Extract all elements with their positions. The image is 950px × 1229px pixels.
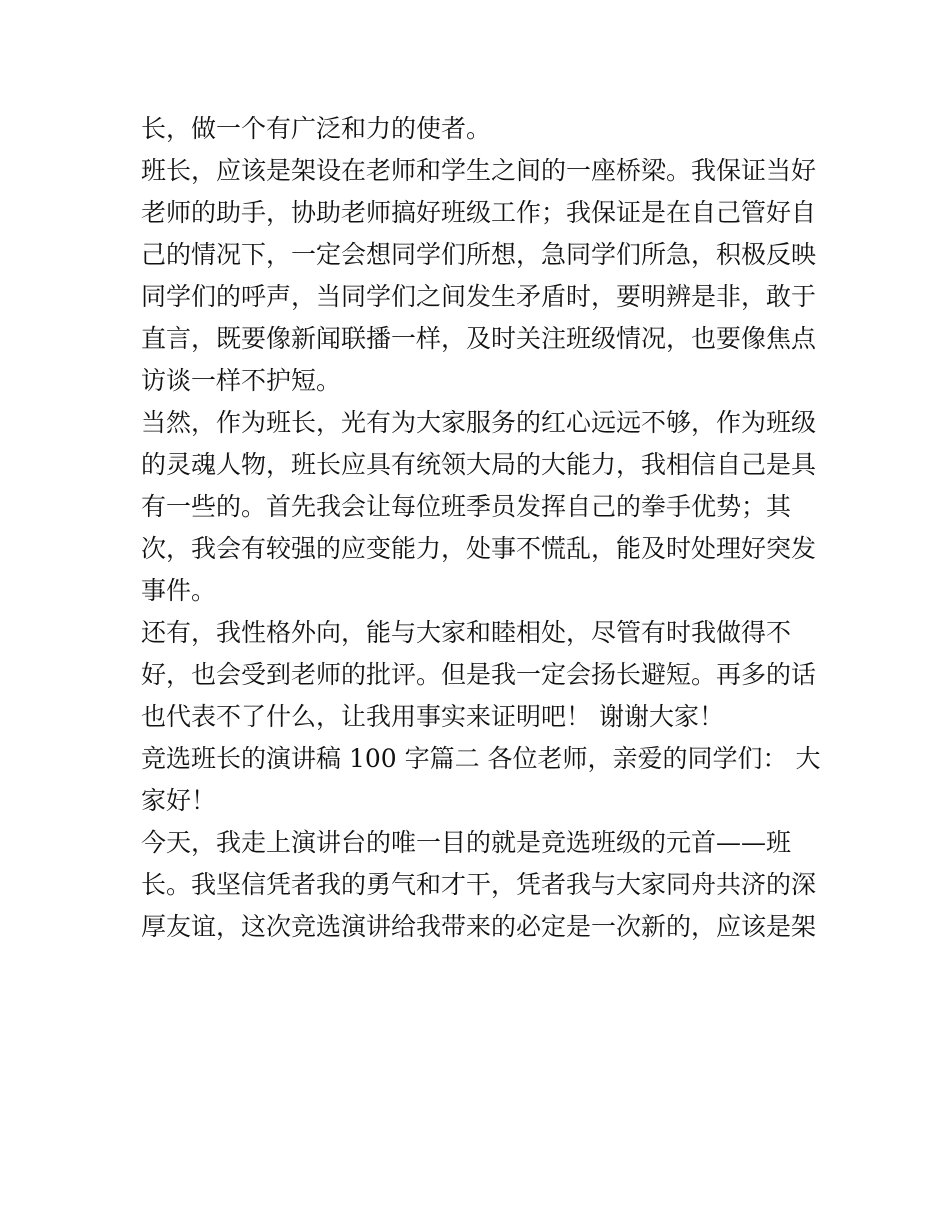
text-line: 长，做一个有广泛和力的使者。 [141,114,492,143]
text-line: 好，也会受到老师的批评。但是我一定会扬长避短。再多的话 [141,660,817,689]
text-line: 有一些的。首先我会让每位班季员发挥自己的拳手优势；其 [141,492,792,521]
text-line: 竞选班长的演讲稿 100 字篇二 各位老师，亲爱的同学们： 大 [141,744,821,773]
text-line: 长。我坚信凭者我的勇气和才干，凭者我与大家同舟共济的深 [141,870,817,899]
text-line: 己的情况下，一定会想同学们所想，急同学们所急，积极反映 [141,240,817,269]
text-line: 班长，应该是架设在老师和学生之间的一座桥梁。我保证当好 [141,156,817,185]
text-line: 老师的助手，协助老师搞好班级工作；我保证是在自己管好自 [141,198,817,227]
text-line: 直言，既要像新闻联播一样，及时关注班级情况，也要像焦点 [141,324,817,353]
text-line: 也代表不了什么，让我用事实来证明吧！ 谢谢大家！ [141,702,724,731]
text-line: 事件。 [141,576,217,605]
text-line: 还有，我性格外向，能与大家和睦相处，尽管有时我做得不 [141,618,792,647]
text-line: 今天，我走上演讲台的唯一目的就是竞选班级的元首——班 [141,828,792,857]
text-line: 厚友谊，这次竞选演讲给我带来的必定是一次新的，应该是架 [141,912,817,941]
text-line: 次，我会有较强的应变能力，处事不慌乱，能及时处理好突发 [141,534,817,563]
document-body [141,108,821,948]
text-line: 的灵魂人物，班长应具有统领大局的大能力，我相信自己是具 [141,450,817,479]
text-line: 家好！ [141,786,217,815]
text-line: 当然，作为班长，光有为大家服务的红心远远不够，作为班级 [141,408,817,437]
text-line: 访谈一样不护短。 [141,366,342,395]
text-line: 同学们的呼声，当同学们之间发生矛盾时，要明辨是非，敢于 [141,282,817,311]
